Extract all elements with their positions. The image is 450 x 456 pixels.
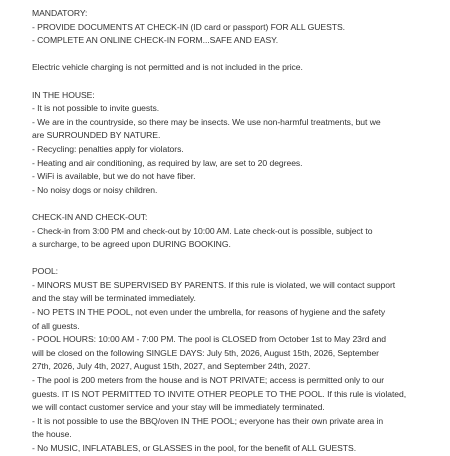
rule-line: - NO PETS IN THE POOL, not even under the umbrella, for reasons of hygiene and the safety [32,307,386,318]
rule-line: - No MUSIC, INFLATABLES, or GLASSES in the pool, for the benefit of ALL GUESTS. [32,443,357,453]
rule-line: - It is not possible to invite guests. [32,103,160,114]
paragraph-gap [32,252,440,266]
paragraph-gap [32,75,440,89]
rule-line: a surcharge, to be agreed upon DURING BOOKING. [32,239,231,250]
rule-line: - No noisy dogs or noisy children. [32,184,158,195]
section-heading-pool: POOL: [32,266,59,277]
rule-line: the house. [32,429,72,440]
rule-line: of all guests. [32,320,80,331]
rule-line: - It is not possible to use the BBQ/oven IN THE POOL; everyone has their own private area in [32,415,384,426]
rule-line: are SURROUNDED BY NATURE. [32,130,161,141]
rule-line: - POOL HOURS: 10:00 AM - 7:00 PM. The pool is CLOSED from October 1st to May 23rd and [32,334,386,345]
rule-line: - We are in the countryside, so there may be insects. We use non-harmful treatments, but we [32,116,381,127]
rule-line: - WiFi is available, but we do not have fiber. [32,171,196,182]
paragraph-gap [32,197,440,211]
rule-line: - The pool is 200 meters from the house and is NOT PRIVATE; access is permitted only to our [32,375,385,386]
rule-line: - MINORS MUST BE SUPERVISED BY PARENTS. If this rule is violated, we will contact support [32,279,396,290]
section-heading-mandatory: MANDATORY: [32,8,88,18]
paragraph-gap [32,48,440,62]
section-heading-house: IN THE HOUSE: [32,89,95,100]
rule-line: - PROVIDE DOCUMENTS AT CHECK-IN (ID card or passport) FOR ALL GUESTS. [32,21,345,32]
rule-line: will be closed on the following SINGLE DAYS: July 5th, 2026, August 15th, 2026, September [32,347,379,358]
section-heading-checkin: CHECK-IN AND CHECK-OUT: [32,211,148,222]
rule-line: - COMPLETE AN ONLINE CHECK-IN FORM...SAFE AND EASY. [32,35,279,46]
rule-line: and the stay will be terminated immediately. [32,293,196,304]
rule-line: 27th, 2026, July 4th, 2027, August 15th, 2027, and September 24th, 2027. [32,361,311,372]
ev-charging-note: Electric vehicle charging is not permitted and is not included in the price. [32,62,303,73]
rule-line: - Check-in from 3:00 PM and check-out by 10:00 AM. Late check-out is possible, subject to [32,225,373,236]
rule-line: guests. IT IS NOT PERMITTED TO INVITE OTHER PEOPLE TO THE POOL. If this rule is violated, [32,388,407,399]
rule-line: - Heating and air conditioning, as required by law, are set to 20 degrees. [32,157,303,168]
rule-line: we will contact customer service and your stay will be immediately terminated. [32,402,325,413]
rule-line: - Recycling: penalties apply for violators. [32,143,184,154]
